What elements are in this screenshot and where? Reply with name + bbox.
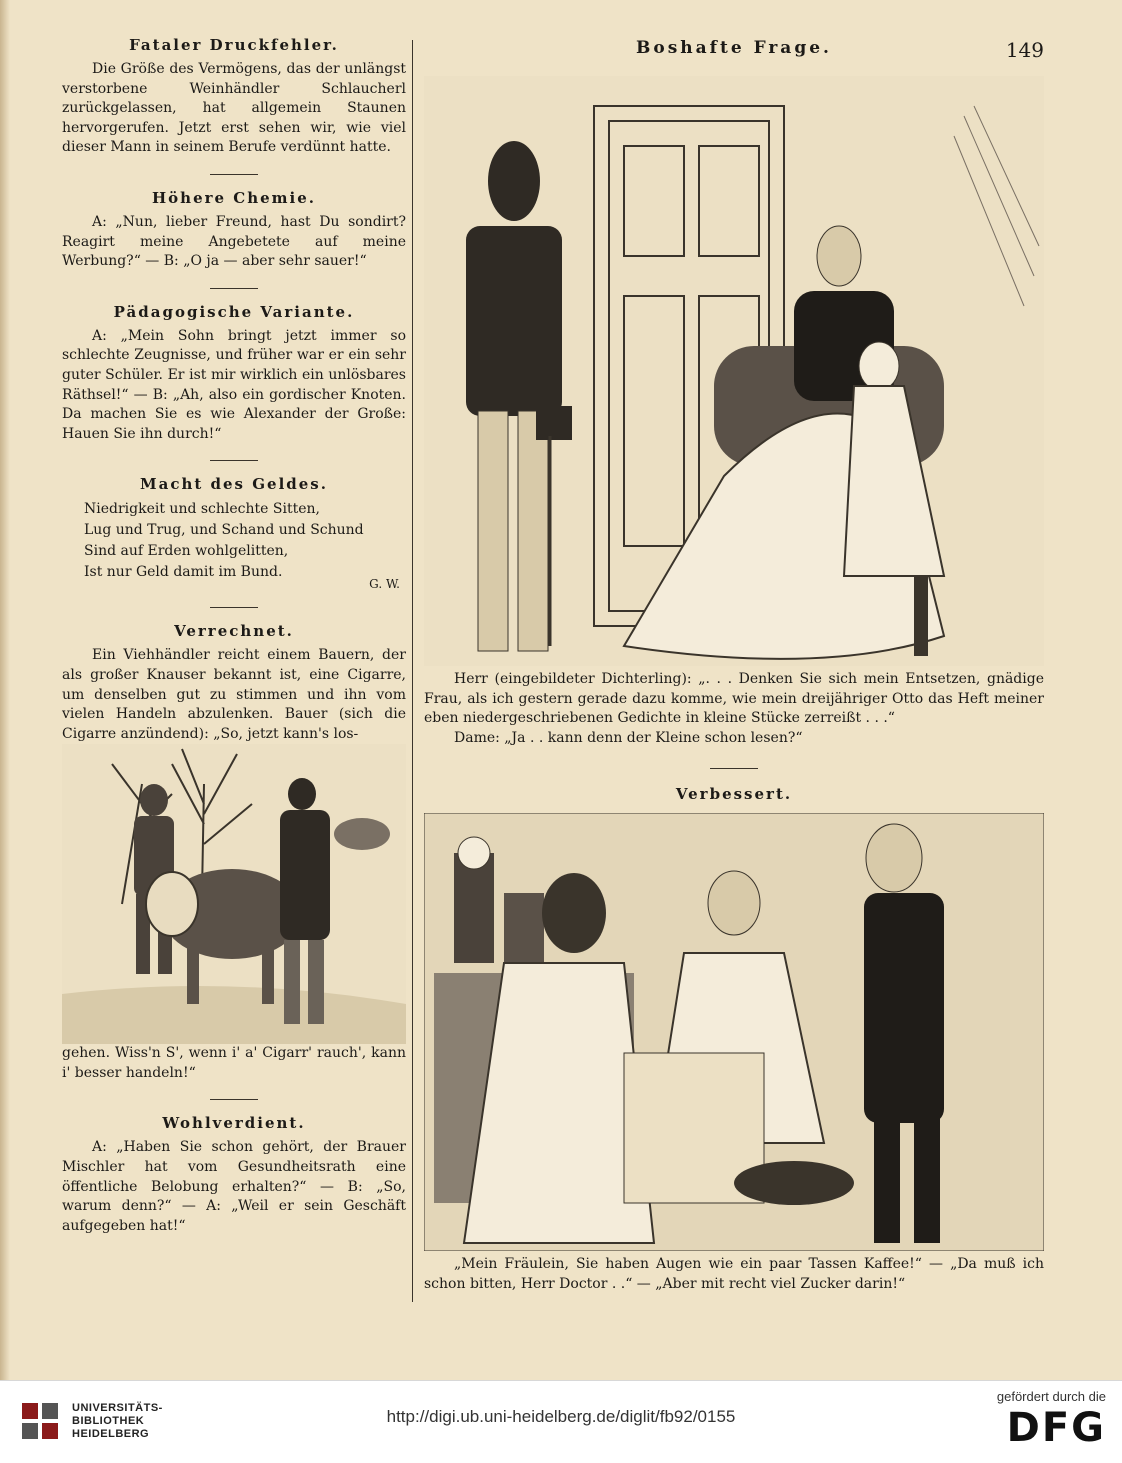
poem-title-macht: Macht des Geldes. [140,475,328,494]
divider [210,460,258,461]
article-text-verrechnet-cont: gehen. Wiss'n S', wenn i' a' Cigarr' rauch', kann i' besser handeln!“ [62,1045,406,1081]
left-column [62,36,406,1236]
article-title-chemie: Höhere Chemie. [151,188,317,207]
article-text-verrechnet: Ein Viehhändler reicht einem Bauern, der als großer Knauser bekannt ist, eine Cigarre, um denselben gut zu stimmen und ihn vom vielen Handeln abzulenken. Bauer (sich die Cigarre anzündend): „So, jetzt kann's los- [62,647,406,742]
divider [210,288,258,289]
dfg-logo: DFG [1006,1405,1106,1451]
permalink-url[interactable]: http://digi.ub.uni-heidelberg.de/diglit/fb92/0155 [386,1407,736,1426]
library-line: UNIVERSITÄTS- [72,1401,163,1414]
divider [210,174,258,175]
divider [210,1099,258,1100]
page-binding-edge [0,0,10,1380]
page-number: 149 [1005,38,1044,62]
caption-verbessert: „Mein Fräulein, Sie haben Augen wie ein paar Tassen Kaffee!“ — „Da muß ich schon bitten, Herr Doctor . .“ — „Aber mit recht viel Zucker darin!“ [424,1256,1044,1292]
funding-text: gefördert durch die [996,1389,1106,1404]
poem-line: Sind auf Erden wohlgelitten, [84,543,289,560]
article-title-boshaft: Boshafte Frage. [636,38,832,58]
caption-boshaft: Herr (eingebildeter Dichterling): „. . . Denken Sie sich mein Entsetzen, gnädige Frau, als ich gestern gerade dazu komme, wie mein dreijähriger Otto das Heft meiner eben niedergeschriebenen Gedichte in kleine Stücke zerreißt . . .“ [424,671,1044,727]
article-title-fatal: Fataler Druckfehler. [129,36,339,54]
poem-line: Ist nur Geld damit im Bund. [84,564,283,581]
poem-line: Lug und Trug, und Schand und Schund [84,522,364,539]
column-divider [412,40,413,1302]
verbessert-illustration [424,813,1044,1251]
article-text-wohlverdient: A: „Haben Sie schon gehört, der Brauer Mischler hat vom Gesundheitsrath eine öffentliche Belobung erhalten?“ — B: „So, warum denn?“ — A: „Weil er sein Geschäft aufgegeben hat!“ [62,1139,406,1234]
page-header [424,36,1044,76]
reply-boshaft: Dame: „Ja . . kann denn der Kleine schon lesen?“ [454,729,803,746]
divider [710,768,758,769]
article-text-fatal: Die Größe des Vermögens, das der unlängst verstorbene Weinhändler Schlaucherl zurückgelassen, hat allgemein Staunen hervorgerufen. Jetzt erst sehen wir, wie viel dieser Mann in seinem Berufe verdünnt hatte. [62,61,406,156]
cattle-dealer-illustration [62,744,406,1044]
poem-macht [62,499,406,583]
right-column [424,36,1044,1295]
viewer-footer [0,1380,1122,1463]
article-text-chemie: A: „Nun, lieber Freund, hast Du sondirt? Reagirt meine Angebetete auf meine Werbung?“ — B: „O ja — aber sehr sauer!“ [62,213,406,270]
article-title-paedagogisch: Pädagogische Variante. [113,302,355,321]
article-text-paedagogisch: A: „Mein Sohn bringt jetzt immer so schlechte Zeugnisse, und früher war er ein sehr guter Schüler. Er ist mir wirklich ein unlösbares Räthsel!“ — B: „Ah, also ein gordischer Knoten. Da machen Sie es wie Alexander der Große: Hauen Sie ihn durch!“ [62,327,406,442]
article-title-wohlverdient: Wohlverdient. [162,1114,306,1133]
dfg-funding[interactable] [997,1389,1106,1450]
divider [210,607,258,608]
library-line: BIBLIOTHEK [72,1414,145,1427]
library-line: HEIDELBERG [72,1427,150,1440]
poem-signature: G. W. [369,577,400,592]
poem-line: Niedrigkeit und schlechte Sitten, [84,501,320,518]
article-title-verrechnet: Verrechnet. [174,622,294,641]
boshafte-frage-illustration [424,76,1044,666]
article-title-verbessert: Verbessert. [675,785,793,804]
